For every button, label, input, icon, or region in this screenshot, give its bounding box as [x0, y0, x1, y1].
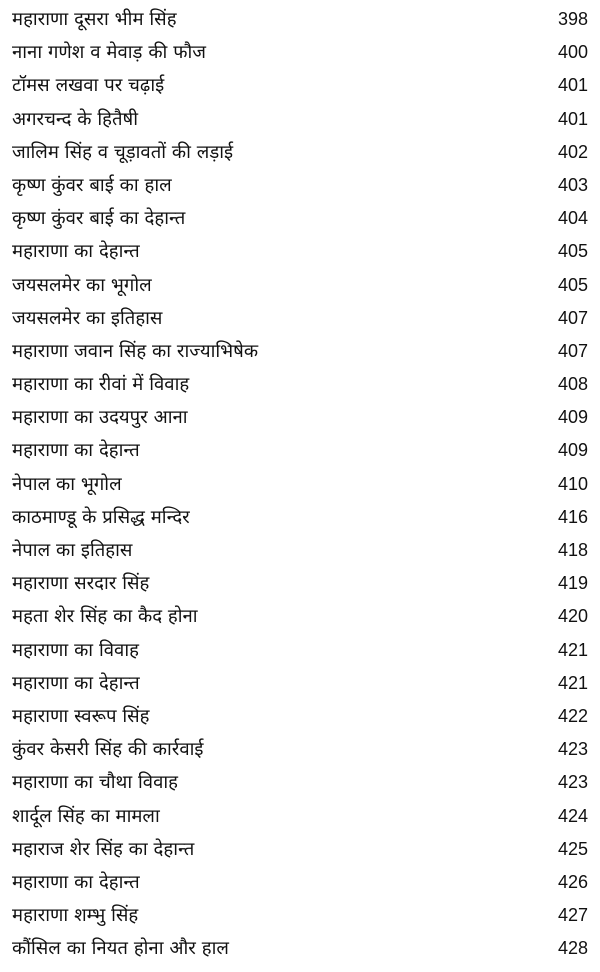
toc-entry-title: महाराणा का देहान्त [12, 440, 140, 462]
toc-entry-page-number: 427 [557, 905, 588, 926]
toc-entry-page-number: 410 [557, 473, 588, 494]
toc-entry [12, 401, 590, 434]
toc-entry-page-number: 423 [557, 772, 588, 793]
toc-entry-page-number: 407 [557, 340, 588, 361]
toc-entry-page-number: 421 [557, 639, 588, 660]
toc-entry-title: महाराणा का रीवां में विवाह [12, 374, 190, 396]
toc-entry [12, 634, 590, 667]
toc-entry-title: महाराणा दूसरा भीम सिंह [12, 9, 177, 30]
toc-entry [12, 899, 590, 932]
toc-entry-title: महाराणा का देहान्त [12, 241, 140, 263]
toc-entry-page-number: 405 [557, 274, 588, 295]
toc-entry-page-number: 404 [557, 208, 588, 229]
toc-entry [12, 800, 590, 833]
toc-entry-title: कृष्ण कुंवर बाई का देहान्त [12, 208, 186, 230]
toc-entry [12, 202, 590, 235]
toc-entry-title: शार्दूल सिंह का मामला [12, 805, 160, 827]
toc-entry [12, 368, 590, 401]
toc-entry-title: महाराज शेर सिंह का देहान्त [12, 838, 195, 860]
toc-entry [12, 235, 590, 268]
toc-entry-title: महाराणा का देहान्त [12, 672, 140, 694]
toc-entry [12, 932, 590, 965]
toc-entry [12, 335, 590, 368]
toc-entry [12, 733, 590, 766]
toc-entry [12, 501, 590, 534]
toc-entry-title: जयसलमेर का भूगोल [12, 274, 152, 296]
toc-entry-page-number: 403 [557, 174, 588, 195]
toc-entry-page-number: 421 [557, 672, 588, 693]
toc-entry-title: काठमाण्डू के प्रसिद्ध मन्दिर [12, 506, 190, 528]
toc-entry [12, 468, 590, 501]
table-of-contents [12, 3, 590, 965]
toc-entry-page-number: 418 [557, 540, 588, 560]
toc-entry-title: टॉमस लखवा पर चढ़ाई [12, 75, 165, 97]
toc-entry [12, 766, 590, 799]
toc-entry-title: महता शेर सिंह का कैद होना [12, 606, 198, 628]
toc-entry-page-number: 420 [557, 606, 588, 627]
toc-entry [12, 567, 590, 600]
toc-entry-page-number: 398 [557, 9, 588, 29]
toc-entry [12, 600, 590, 633]
toc-entry-page-number: 423 [557, 739, 588, 760]
toc-entry-page-number: 400 [557, 42, 588, 63]
toc-entry-page-number: 422 [557, 705, 588, 726]
toc-entry [12, 36, 590, 69]
toc-entry-page-number: 416 [557, 506, 588, 527]
toc-entry-title: महाराणा शम्भु सिंह [12, 905, 139, 927]
toc-entry-page-number: 405 [557, 241, 588, 262]
toc-entry [12, 534, 590, 567]
toc-entry [12, 866, 590, 899]
toc-entry-title: अगरचन्द के हितैषी [12, 108, 139, 130]
toc-entry-page-number: 401 [557, 75, 588, 96]
toc-entry-page-number: 428 [557, 938, 588, 959]
toc-entry-title: कौंसिल का नियत होना और हाल [12, 938, 229, 960]
toc-entry-title: कुंवर केसरी सिंह की कार्रवाई [12, 739, 204, 761]
toc-entry [12, 3, 590, 36]
toc-entry-title: महाराणा सरदार सिंह [12, 573, 150, 595]
toc-entry-title: महाराणा का देहान्त [12, 871, 140, 893]
toc-entry-page-number: 407 [557, 307, 588, 328]
toc-entry-page-number: 425 [557, 838, 588, 859]
toc-entry [12, 69, 590, 102]
toc-entry [12, 833, 590, 866]
toc-entry-title: नेपाल का भूगोल [12, 473, 122, 495]
toc-entry-title: नेपाल का इतिहास [12, 540, 133, 561]
toc-entry [12, 667, 590, 700]
toc-entry [12, 269, 590, 302]
toc-entry [12, 700, 590, 733]
toc-entry-title: महाराणा का विवाह [12, 639, 139, 661]
toc-entry-title: नाना गणेश व मेवाड़ की फौज [12, 42, 206, 64]
toc-entry-page-number: 408 [557, 374, 588, 395]
toc-entry-title: जालिम सिंह व चूड़ावतों की लड़ाई [12, 141, 234, 163]
toc-entry-page-number: 402 [557, 141, 588, 162]
toc-entry-title: महाराणा स्वरूप सिंह [12, 705, 150, 727]
toc-entry-page-number: 419 [557, 573, 588, 594]
toc-entry [12, 302, 590, 335]
toc-entry-page-number: 401 [557, 108, 588, 129]
toc-entry-page-number: 426 [557, 871, 588, 892]
toc-entry [12, 434, 590, 467]
toc-entry-title: कृष्ण कुंवर बाई का हाल [12, 174, 172, 196]
toc-entry [12, 136, 590, 169]
toc-entry-page-number: 424 [557, 805, 588, 826]
toc-entry [12, 169, 590, 202]
toc-entry-page-number: 409 [557, 440, 588, 461]
toc-entry-title: महाराणा जवान सिंह का राज्याभिषेक [12, 340, 259, 362]
toc-entry-title: जयसलमेर का इतिहास [12, 307, 163, 329]
toc-entry-title: महाराणा का चौथा विवाह [12, 772, 178, 794]
toc-entry-page-number: 409 [557, 407, 588, 428]
toc-entry-title: महाराणा का उदयपुर आना [12, 407, 188, 429]
toc-entry [12, 103, 590, 136]
